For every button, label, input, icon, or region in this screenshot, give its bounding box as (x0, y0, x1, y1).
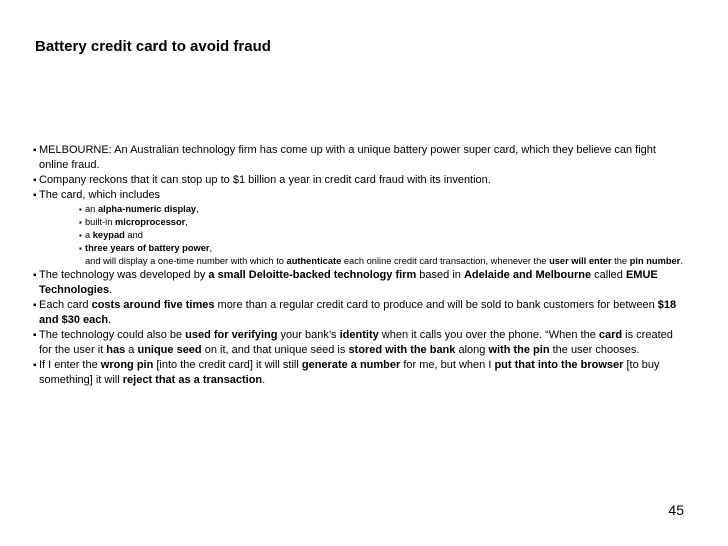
bullet-verifying-identity: ▪ The technology could also be used for verifying your bank’s identity when it calls you over the phone. “When the card is created for the user it has a unique seed on it, and that unique seed is stored with the bank along with the pin the user chooses. (33, 328, 683, 358)
bullet-technology-developed: ▪ The technology was developed by a small Deloitte-backed technology firm based in Adelaide and Melbourne called EMUE Technologies. (33, 268, 683, 298)
bullet-melbourne: ▪ MELBOURNE: An Australian technology firm has come up with a unique battery power super card, which they believe can fight online fraud. (33, 143, 683, 173)
sub-bullet-continuation: and will display a one-time number with which to authenticate each online credit card transaction, whenever the user will enter the pin number. (85, 256, 683, 266)
bullet-card-cost: ▪ Each card costs around five times more than a regular credit card to produce and will be sold to bank customers for between $18 and $30 each. (33, 298, 683, 328)
sub-bullet-display: ▪ an alpha-numeric display, (79, 203, 683, 216)
slide-title: Battery credit card to avoid fraud (35, 38, 271, 55)
bullet-company-reckons: ▪ Company reckons that it can stop up to $1 billion a year in credit card fraud with its invention. (33, 173, 683, 188)
sub-bullet-keypad: ▪ a keypad and (79, 229, 683, 242)
sub-bullet-list (33, 203, 683, 268)
sub-bullet-microprocessor: ▪ built-in microprocessor, (79, 216, 683, 229)
bullet-card-includes: ▪ The card, which includes (33, 188, 683, 203)
sub-bullet-battery: ▪ three years of battery power, (79, 242, 683, 255)
bullet-wrong-pin: ▪ If I enter the wrong pin [into the credit card] it will still generate a number for me, but when I put that into the browser [to buy something] it will reject that as a transaction. (33, 358, 683, 388)
slide-body (33, 143, 683, 388)
page-number: 45 (668, 502, 684, 518)
